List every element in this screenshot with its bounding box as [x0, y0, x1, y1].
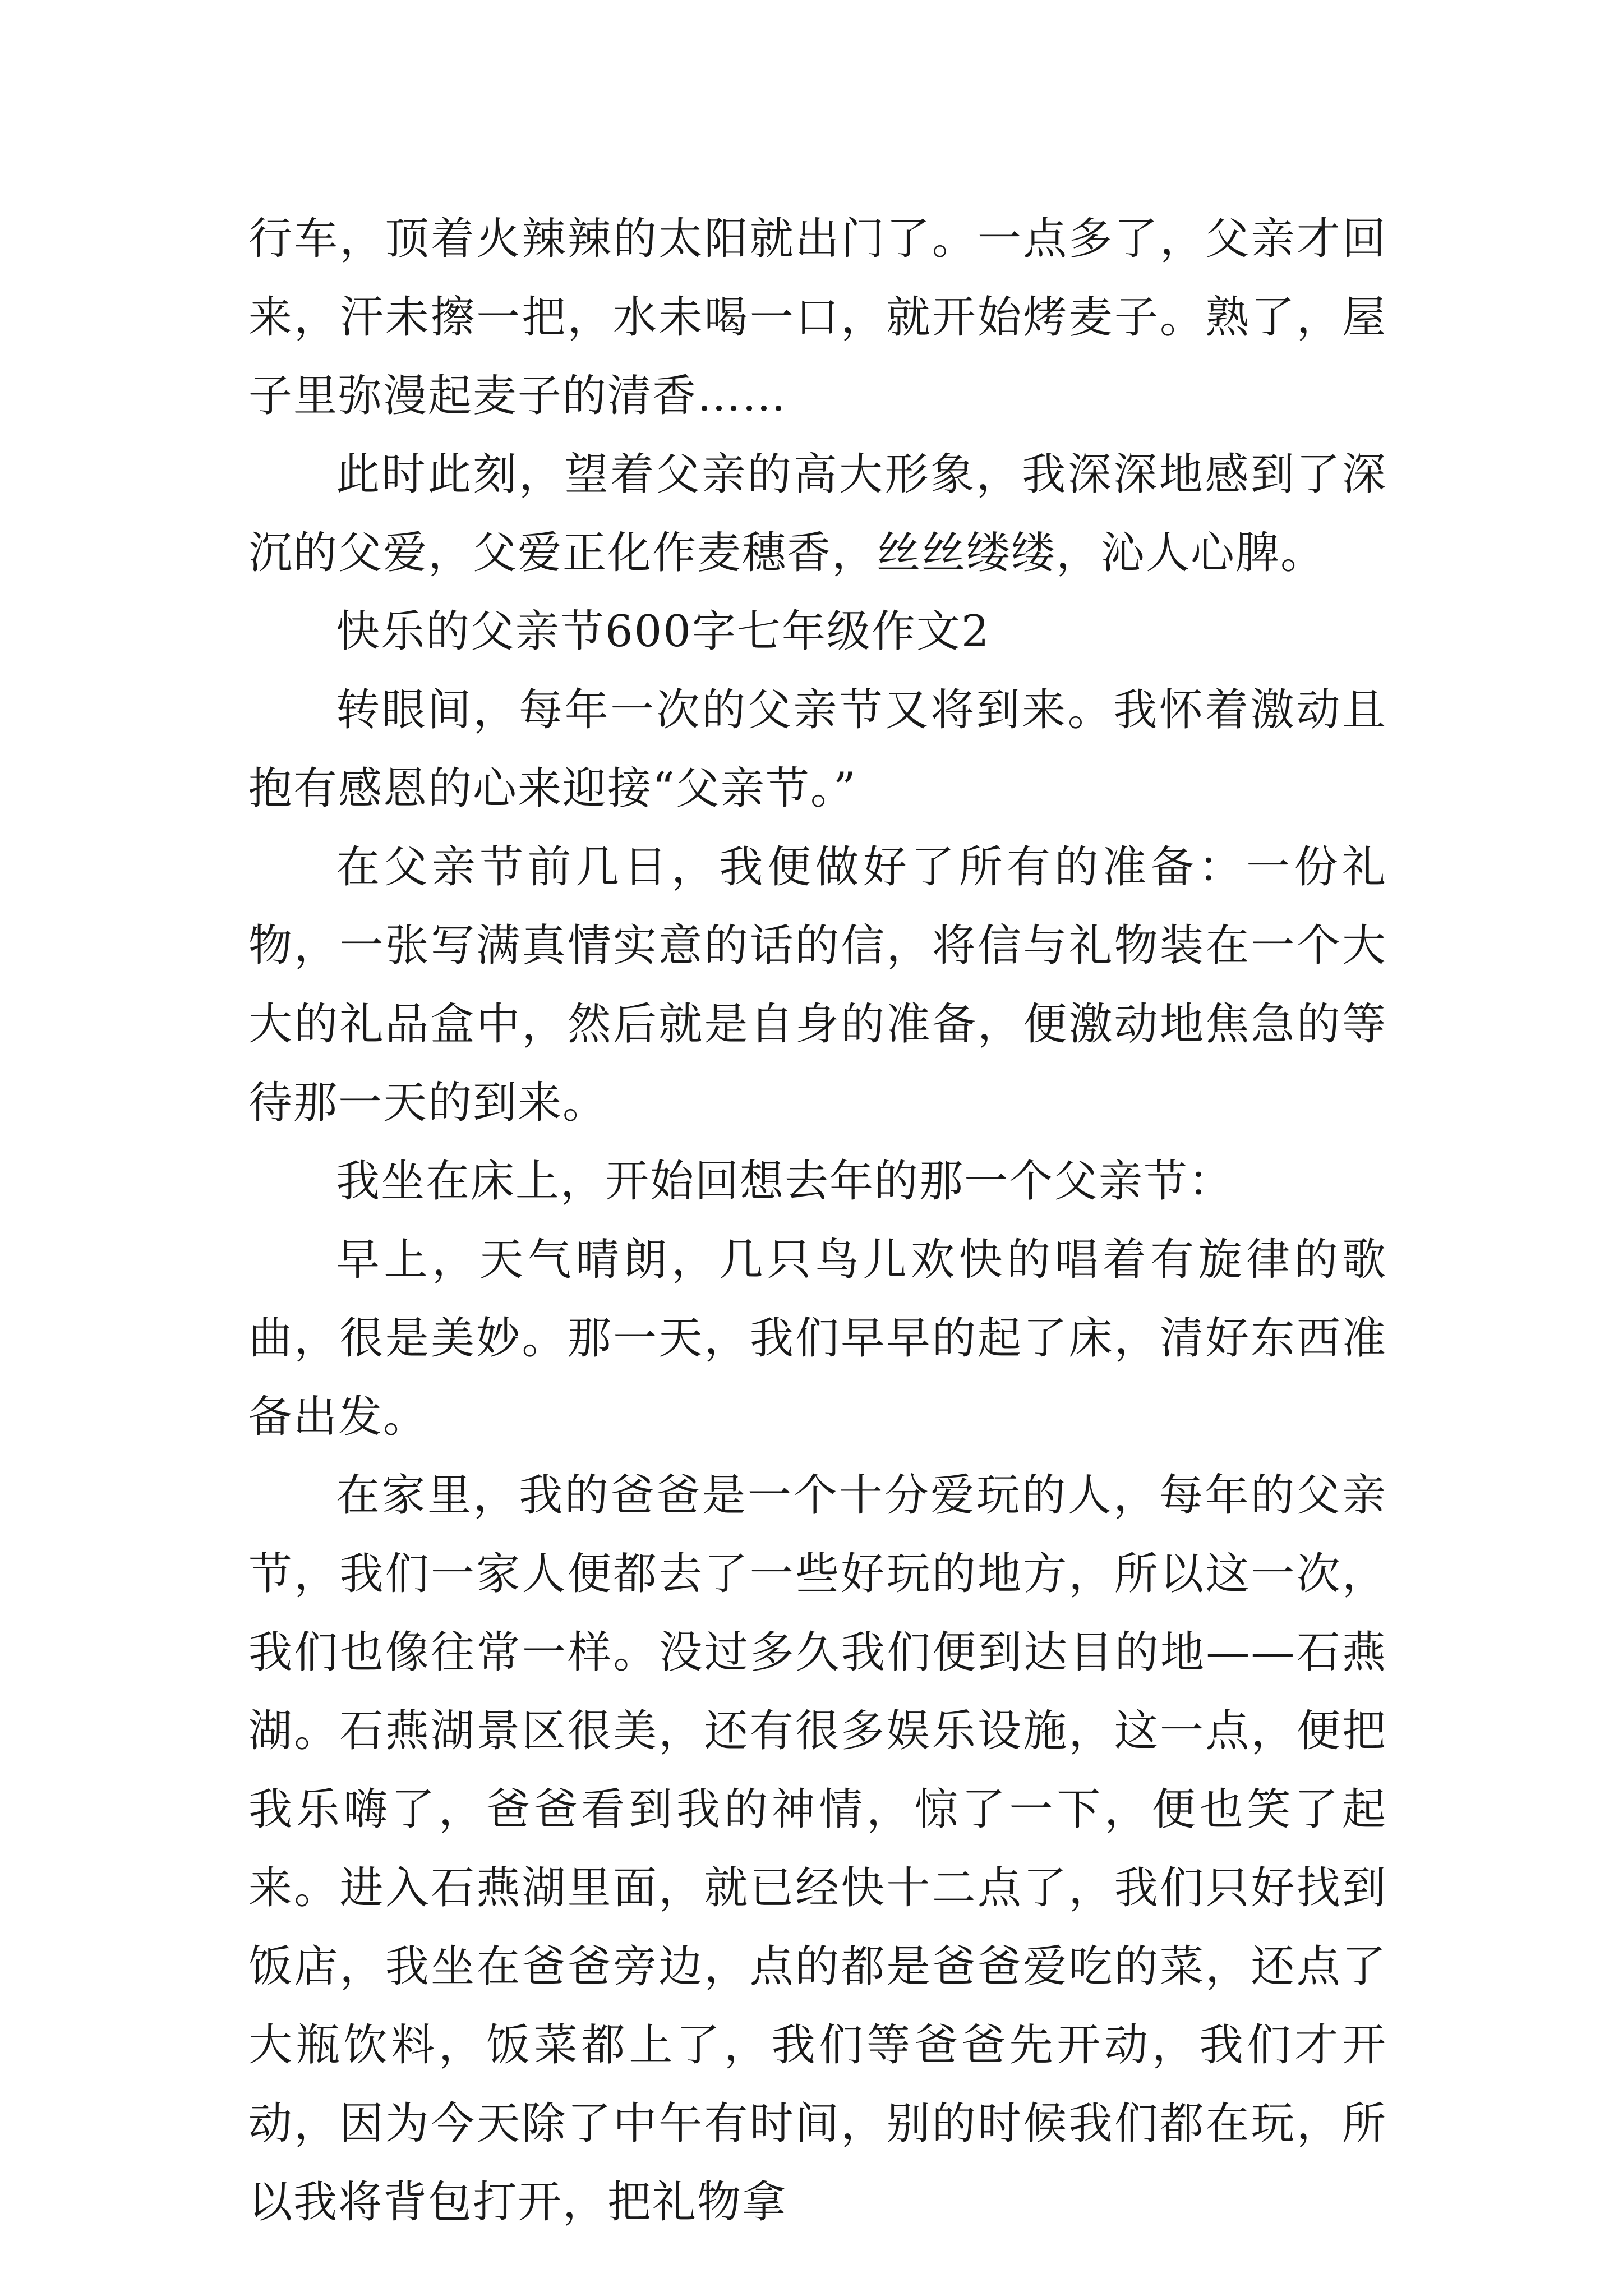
paragraph-trip: 在家里，我的爸爸是一个十分爱玩的人，每年的父亲节，我们一家人便都去了一些好玩的地方，所以这一次，我们也像往常一样。没过多久我们便到达目的地——石燕湖。石燕湖景区很美，还有很多娱乐设施，这一点，便把我乐嗨了，爸爸看到我的神情，惊了一下，便也笑了起来。进入石燕湖里面，就已经快十二点了，我们只好找到饭店，我坐在爸爸旁边，点的都是爸爸爱吃的菜，还点了大瓶饮料，饭菜都上了，我们等爸爸先开动，我们才开动，因为今天除了中午有时间，别的时候我们都在玩，所以我将背包打开，把礼物拿 — [248, 1470, 1387, 2228]
paragraph-preparation: 在父亲节前几日，我便做好了所有的准备：一份礼物，一张写满真情实意的话的信，将信与礼物装在一个大大的礼品盒中，然后就是自身的准备，便激动地焦急的等待那一天的到来。 — [248, 842, 1387, 1128]
paragraph-continuation: 行车，顶着火辣辣的太阳就出门了。一点多了，父亲才回来，汗未擦一把，水未喝一口，就开始烤麦子。熟了，屋子里弥漫起麦子的清香…… — [248, 214, 1387, 421]
paragraph-morning: 早上，天气晴朗，几只鸟儿欢快的唱着有旋律的歌曲，很是美妙。那一天，我们早早的起了床，清好东西准备出发。 — [248, 1235, 1387, 1442]
paragraph-recall: 我坐在床上，开始回想去年的那一个父亲节： — [336, 1156, 1234, 1207]
essay-title: 快乐的父亲节600字七年级作文2 — [336, 606, 990, 657]
paragraph-intro: 转眼间，每年一次的父亲节又将到来。我怀着激动且抱有感恩的心来迎接“父亲节。” — [248, 685, 1387, 814]
document-body — [248, 200, 1387, 2242]
paragraph-father-love: 此时此刻，望着父亲的高大形象，我深深地感到了深沉的父爱，父爱正化作麦穗香，丝丝缕缕，沁人心脾。 — [248, 449, 1387, 578]
